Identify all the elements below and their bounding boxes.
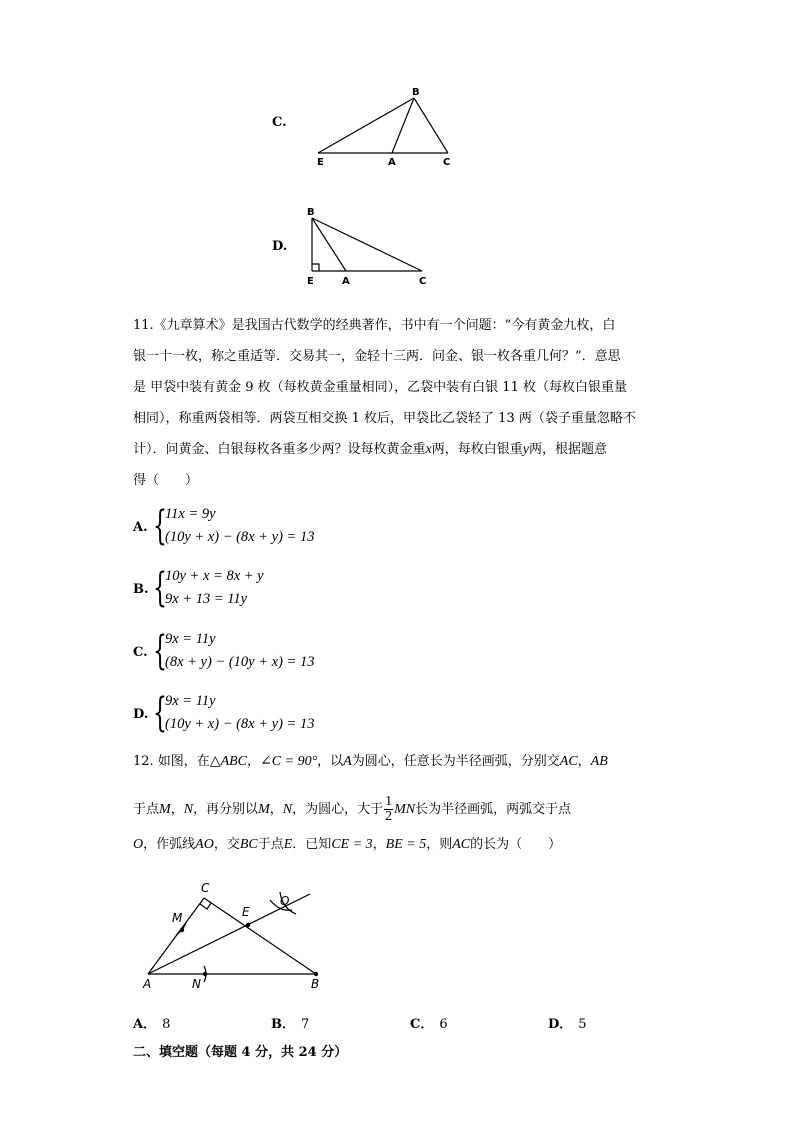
q12-line-1: 12. 如图，在△ABC，∠C = 90°，以A为圆心，任意长为半径画弧，分别交AC，AB: [133, 754, 608, 769]
q12-line-3: O，作弧线AO，交BC于点E．已知CE = 3，BE = 5，则AC的长为（ ）: [133, 837, 562, 852]
fig-d-right-angle: [312, 264, 319, 271]
fig-c-label-b: B: [412, 87, 420, 98]
q11-option-c-eq1: 9x = 11y: [165, 631, 216, 647]
q11-option-c-system[interactable]: [153, 628, 314, 674]
q11-option-c-eq2: (8x + y) − (10y + x) = 13: [165, 654, 315, 670]
fig-c-label-e: E: [317, 157, 324, 168]
q10-figure-d: [300, 202, 440, 288]
fraction-one-half: $\frac{1}{2}$: [385, 794, 393, 824]
fig-c-line-eb: [318, 98, 414, 153]
q11-option-d-system[interactable]: [153, 690, 314, 736]
q11-option-b-system[interactable]: [153, 565, 264, 611]
fig12-point-n: [203, 972, 207, 976]
fig12-label-m: M: [172, 911, 183, 925]
q12-line-2: 于点M，N，再分别以M，N，为圆心，大于 $\frac{1}{2}$ MN长为半径画弧，两弧交于点: [133, 794, 572, 824]
brace-icon: {: [153, 503, 167, 549]
q12-answer-c[interactable]: C． 6: [410, 1017, 448, 1032]
fig-c-line-bc: [414, 98, 448, 153]
fig12-point-b: [314, 972, 318, 976]
fig12-label-e: E: [242, 905, 250, 919]
brace-icon: {: [153, 690, 167, 736]
fig12-line-ac: [148, 898, 204, 974]
fig12-point-m: [180, 928, 184, 932]
q11-option-a-system[interactable]: [153, 503, 314, 549]
q11-option-c-label[interactable]: C.: [133, 645, 148, 660]
q12-answer-b[interactable]: B． 7: [271, 1017, 310, 1032]
var-y: y: [522, 442, 529, 457]
q11-line-2: 银一十一枚，称之重适等．交易其一，金轻十三两．问金、银一枚各重几何？”．意思: [133, 349, 621, 364]
q12-answer-d[interactable]: D． 5: [548, 1017, 587, 1032]
q11-line-1: 11.《九章算术》是我国古代数学的经典著作，书中有一个问题：“今有黄金九枚，白: [133, 318, 616, 333]
fig12-line-cb: [204, 898, 316, 974]
q11-option-a-label[interactable]: A.: [133, 520, 148, 535]
fig-c-line-ba: [392, 98, 414, 153]
q11-option-b-label[interactable]: B.: [133, 582, 149, 597]
brace-icon: {: [153, 565, 167, 611]
q11-line-3: 是 甲袋中装有黄金 9 枚（每枚黄金重量相同），乙袋中装有白银 11 枚（每枚白银重量: [133, 380, 627, 395]
q11-line-4: 相同），称重两袋相等．两袋互相交换 1 枚后，甲袋比乙袋轻了 13 两（袋子重量忽略不: [133, 411, 636, 426]
fig-c-label-a: A: [388, 157, 396, 168]
fig12-label-n: N: [192, 977, 201, 991]
fig12-label-a: A: [143, 977, 152, 991]
q11-option-d-label[interactable]: D.: [133, 707, 149, 722]
fig12-label-c: C: [201, 881, 210, 895]
q10-figure-c: [310, 84, 460, 170]
fig12-label-b: B: [311, 977, 320, 991]
q11-option-b-eq1: 10y + x = 8x + y: [165, 568, 264, 584]
fig12-label-o: O: [280, 894, 290, 908]
q11-option-a-eq2: (10y + x) − (8x + y) = 13: [165, 529, 315, 545]
fig12-point-e: [246, 923, 250, 927]
var-x: x: [425, 442, 432, 457]
q11-option-d-eq1: 9x = 11y: [165, 693, 216, 709]
fig12-right-angle: [200, 903, 211, 909]
fig-d-label-a: A: [342, 276, 350, 287]
q11-text: [133, 310, 663, 496]
fig-c-label-c: C: [443, 157, 451, 168]
fig-d-label-c: C: [419, 276, 427, 287]
q11-line-6: 得（ ）: [133, 473, 199, 488]
q12-figure: [130, 870, 330, 1000]
q12-answer-a[interactable]: A． 8: [133, 1017, 171, 1032]
q10-option-d-label: D.: [272, 239, 288, 254]
brace-icon: {: [153, 628, 167, 674]
section-heading-fill-in: 二、填空题（每题 4 分，共 24 分）: [133, 1045, 348, 1060]
q10-option-c-label: C.: [272, 115, 287, 130]
q11-option-b-eq2: 9x + 13 = 11y: [165, 591, 248, 607]
fig-d-label-b: B: [307, 207, 315, 218]
q11-option-a-eq1: 11x = 9y: [165, 506, 216, 522]
q11-option-d-eq2: (10y + x) − (8x + y) = 13: [165, 716, 315, 732]
q11-line-5: 计）．问黄金、白银每枚各重多少两？设每枚黄金重x两，每枚白银重y两，根据题意: [133, 442, 607, 457]
fig-d-label-e: E: [307, 276, 314, 287]
